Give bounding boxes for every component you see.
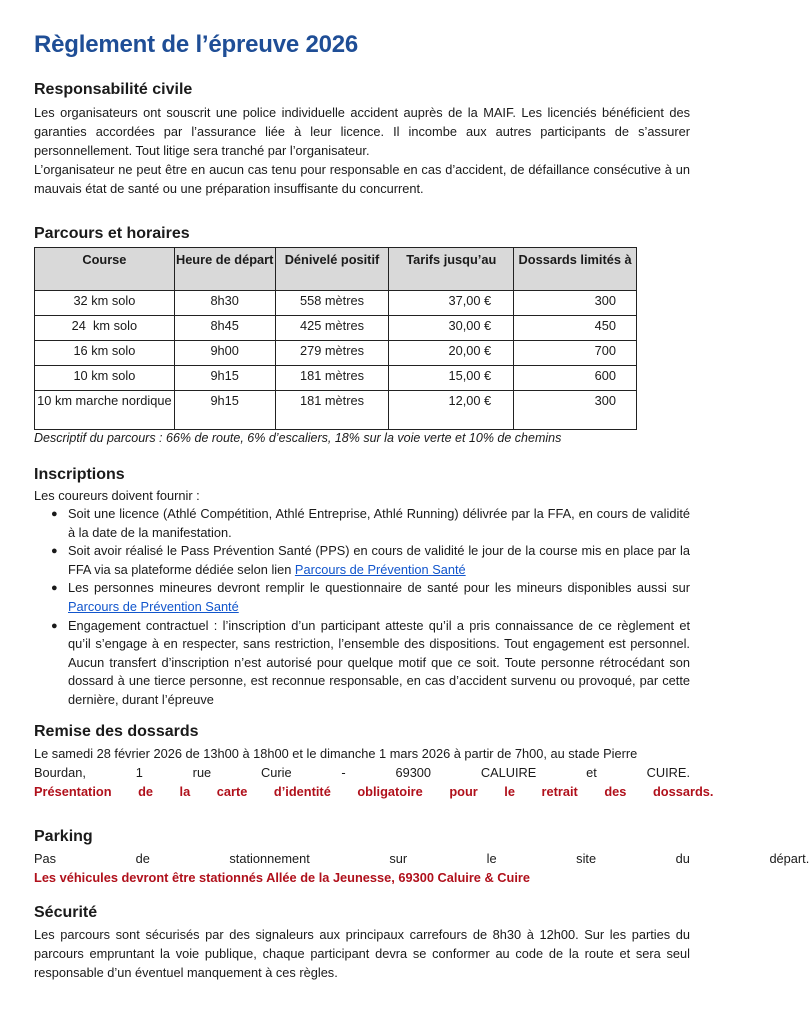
table-cell: 9h15 bbox=[174, 391, 275, 430]
table-cell: 558 mètres bbox=[275, 291, 389, 316]
table-row bbox=[35, 316, 637, 341]
inscriptions-intro: Les coureurs doivent fournir : bbox=[34, 488, 200, 503]
list-item bbox=[51, 505, 690, 542]
column-header: Heure de départ bbox=[174, 248, 275, 291]
column-header: Dossards limités à bbox=[514, 248, 637, 291]
column-header: Tarifs jusqu’au bbox=[389, 248, 514, 291]
table-cell: 279 mètres bbox=[275, 341, 389, 366]
section-responsabilite bbox=[34, 80, 690, 198]
table-row bbox=[35, 341, 637, 366]
column-header: Dénivelé positif bbox=[275, 248, 389, 291]
heading-inscriptions: Inscriptions bbox=[34, 466, 125, 483]
section-parcours bbox=[34, 224, 690, 447]
heading-securite: Sécurité bbox=[34, 903, 98, 921]
table-cell: 32 km solo bbox=[35, 291, 175, 316]
page-title: Règlement de l’épreuve 2026 bbox=[34, 31, 359, 58]
column-header: Course bbox=[35, 248, 175, 291]
table-cell: 30,00 € bbox=[389, 316, 514, 341]
remise-line-2: Bourdan, 1 rue Curie - 69300 CALUIRE et CUIRE. bbox=[34, 764, 690, 780]
prevention-sante-link-minors[interactable]: Parcours de Prévention Santé bbox=[68, 598, 239, 614]
securite-paragraph: Les parcours sont sécurisés par des signaleurs aux principaux carrefours de 8h30 à 12h00. Sur les parties du parcours empruntant la voie publique, chaque participant devra se conformer au code de la route et sera seul responsable d’un éventuel manquement à ces règles. bbox=[34, 926, 690, 980]
parking-line: Pas de stationnement sur le site du départ. bbox=[34, 850, 809, 866]
heading-parking: Parking bbox=[34, 827, 93, 845]
list-item-text: Les personnes mineures devront remplir le questionnaire de santé pour les mineurs disponibles aussi sur bbox=[68, 580, 690, 596]
parking-warning: Les véhicules devront être stationnés Allée de la Jeunesse, 69300 Caluire & Cuire bbox=[34, 869, 530, 885]
section-securite bbox=[34, 903, 690, 982]
table-cell: 450 bbox=[514, 316, 637, 341]
list-item bbox=[51, 579, 690, 616]
section-parking bbox=[34, 827, 809, 887]
prevention-sante-link[interactable]: Parcours de Prévention Santé bbox=[294, 561, 466, 577]
table-cell: 425 mètres bbox=[275, 316, 389, 341]
responsabilite-paragraph-2: L’organisateur ne peut être en aucun cas tenu pour responsable en cas d’accident, de défaillance consécutive à un mauvais état de santé ou une préparation insuffisante du concurrent. bbox=[34, 162, 690, 196]
bullet-icon: ● bbox=[51, 508, 58, 520]
bullet-icon: ● bbox=[51, 545, 58, 558]
table-cell: 300 bbox=[514, 391, 637, 430]
table-row bbox=[35, 366, 637, 391]
inscriptions-list bbox=[34, 505, 690, 710]
heading-parcours: Parcours et horaires bbox=[34, 225, 190, 242]
table-cell: 9h00 bbox=[174, 341, 275, 366]
list-item bbox=[51, 617, 690, 710]
remise-warning: Présentation de la carte d’identité obligatoire pour le retrait des dossards. bbox=[34, 783, 714, 799]
table-cell: 600 bbox=[514, 366, 637, 391]
document-page bbox=[34, 30, 809, 982]
table-row bbox=[35, 291, 637, 316]
list-item bbox=[51, 542, 690, 579]
heading-remise: Remise des dossards bbox=[34, 722, 199, 740]
section-remise-dossards bbox=[34, 722, 714, 801]
table-cell: 700 bbox=[514, 341, 637, 366]
list-item-text: Engagement contractuel : l’inscription d’un participant atteste qu’il a pris connaissance de ce règlement et qu’il s’engage à en respecter, sans restriction, l’ensemble des dispositions. Tout engagement est personnel. Aucun transfert d’inscription n’est autorisé pour quelque motif que ce soit. Toute personne rétrocédant son dossard à une tierce personne, est reconnue responsable, en cas d’accident survenu ou provoqué, par cette dernière, durant l’épreuve bbox=[68, 617, 690, 707]
table-cell: 181 mètres bbox=[275, 366, 389, 391]
table-cell: 300 bbox=[514, 291, 637, 316]
heading-responsabilite: Responsabilité civile bbox=[34, 81, 193, 98]
table-cell: 10 km marche nordique bbox=[35, 391, 175, 430]
bullet-icon: ● bbox=[51, 619, 58, 632]
section-inscriptions bbox=[34, 465, 690, 710]
table-cell: 8h30 bbox=[174, 291, 275, 316]
table-cell: 24 km solo bbox=[35, 316, 175, 341]
table-cell: 20,00 € bbox=[389, 341, 514, 366]
list-item-text: Soit une licence (Athlé Compétition, Athlé Entreprise, Athlé Running) délivrée par la FFA, en cours de validité à la date de la manifestation. bbox=[68, 506, 690, 540]
bullet-icon: ● bbox=[51, 582, 58, 595]
table-cell: 10 km solo bbox=[35, 366, 175, 391]
table-cell: 15,00 € bbox=[389, 366, 514, 391]
parcours-table bbox=[34, 247, 637, 430]
table-cell: 37,00 € bbox=[389, 291, 514, 316]
table-row bbox=[35, 391, 637, 430]
remise-line-1: Le samedi 28 février 2026 de 13h00 à 18h00 et le dimanche 1 mars 2026 à partir de 7h00, au stade Pierre bbox=[34, 745, 638, 761]
parcours-caption: Descriptif du parcours : 66% de route, 6% d’escaliers, 18% sur la voie verte et 10% de chemins bbox=[34, 431, 562, 445]
table-cell: 181 mètres bbox=[275, 391, 389, 430]
responsabilite-paragraph-1: Les organisateurs ont souscrit une police individuelle accident auprès de la MAIF. Les licenciés bénéficient des garanties accordées par l’assurance liée à leur licence. Il incombe aux autres participants de s’assurer personnellement. Tout litige sera tranché par l’organisateur. bbox=[34, 105, 690, 158]
table-header-row bbox=[35, 248, 637, 291]
table-cell: 12,00 € bbox=[389, 391, 514, 430]
table-cell: 16 km solo bbox=[35, 341, 175, 366]
table-cell: 9h15 bbox=[174, 366, 275, 391]
list-item-text: Soit avoir réalisé le Pass Prévention Santé (PPS) en cours de validité le jour de la course mis en place par la FFA via sa plateforme dédiée selon lien bbox=[68, 543, 690, 577]
table-cell: 8h45 bbox=[174, 316, 275, 341]
